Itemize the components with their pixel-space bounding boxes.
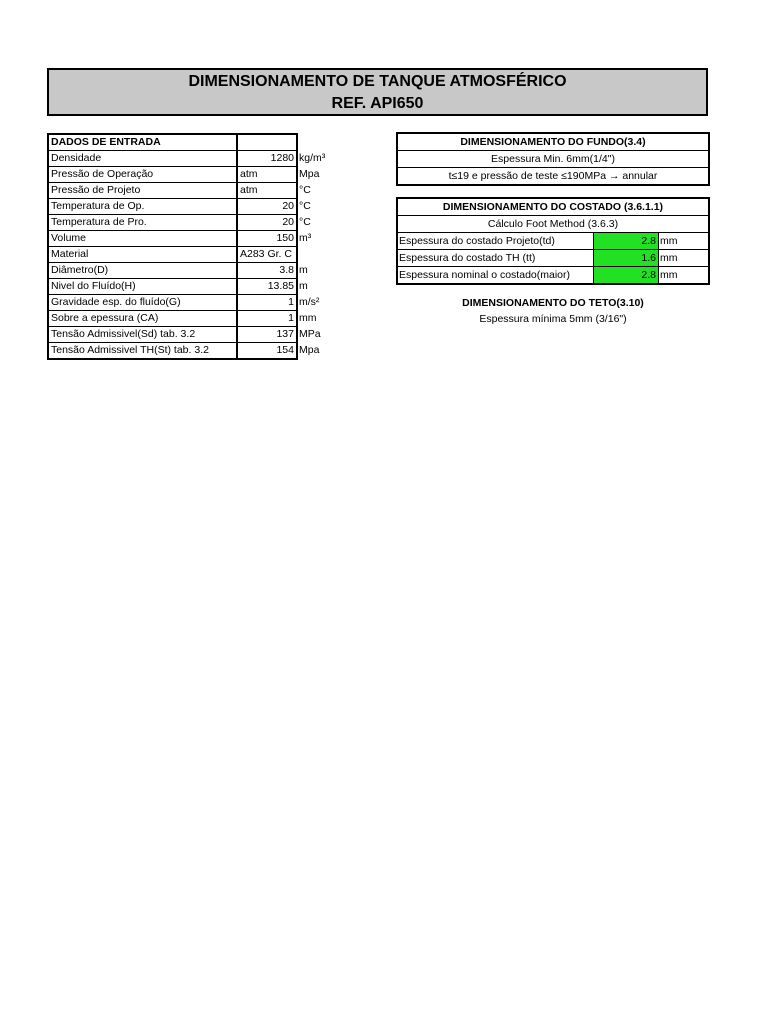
cell[interactable] [237,134,297,151]
row-unit: mm [660,269,678,281]
table-row [48,134,342,151]
teto-min-thickness: Espessura mínima 5mm (3/16") [479,313,627,325]
row-unit: °C [299,216,311,228]
row-unit: Mpa [299,344,320,357]
cell [297,134,342,151]
result-value[interactable]: 1.6 [594,250,659,266]
row-unit: m³ [299,232,312,244]
row-value[interactable]: 1 [237,311,297,327]
row-label: Gravidade esp. do fluído(G) [48,295,237,311]
row-value[interactable]: 20 [237,199,297,215]
row-label: Espessura do costado Projeto(td) [398,233,594,249]
table-row [398,233,708,250]
page-title: DIMENSIONAMENTO DE TANQUE ATMOSFÉRICO [188,73,567,90]
row-value[interactable]: 154 [237,343,297,360]
row-label: Tensão Admissivel TH(St) tab. 3.2 [48,343,237,360]
row-label: Nivel do Fluído(H) [48,279,237,295]
row-label: Espessura nominal o costado(maior) [398,267,594,283]
row-value[interactable]: 20 [237,215,297,231]
row-label: Temperatura de Pro. [48,215,237,231]
row-label: Densidade [48,151,237,167]
title-banner [47,68,708,116]
row-label: Material [48,247,237,263]
table-row [48,295,342,311]
row-unit: mm [660,252,678,264]
table-row [48,167,342,183]
table-row [48,263,342,279]
row-unit: m [299,264,308,276]
teto-heading: DIMENSIONAMENTO DO TETO(3.10) [462,297,644,309]
row-value[interactable]: 1 [237,295,297,311]
table-row [48,343,342,360]
input-table-heading: DADOS DE ENTRADA [48,134,237,151]
row-value[interactable]: atm [237,183,297,199]
row-unit: Mpa [299,168,320,180]
table-row [48,151,342,167]
table-row [398,250,708,267]
table-row [48,231,342,247]
row-value[interactable]: A283 Gr. C [237,247,297,263]
table-row [48,327,342,343]
row-unit: mm [660,235,678,247]
table-row [48,279,342,295]
row-label: Espessura do costado TH (tt) [398,250,594,266]
row-value[interactable]: 1280 [237,151,297,167]
result-value[interactable]: 2.8 [594,267,659,283]
row-label: Sobre a epessura (CA) [48,311,237,327]
page-subtitle: REF. API650 [331,95,424,112]
fundo-heading: DIMENSIONAMENTO DO FUNDO(3.4) [398,134,708,151]
row-unit: kg/m³ [299,152,326,164]
row-label: Pressão de Projeto [48,183,237,199]
row-unit: mm [299,312,317,324]
row-label: Pressão de Operação [48,167,237,183]
table-row [398,267,708,283]
row-label: Temperatura de Op. [48,199,237,215]
row-unit: °C [299,200,311,212]
costado-section [396,197,710,285]
teto-section [396,295,710,327]
fundo-section [396,132,710,186]
row-unit: m/s² [299,296,320,308]
row-unit [297,247,342,263]
row-value[interactable]: 3.8 [237,263,297,279]
table-row [48,183,342,199]
table-row [48,311,342,327]
row-value[interactable]: 137 [237,327,297,343]
row-unit: m [299,280,308,292]
input-data-table [47,133,343,360]
table-row [48,199,342,215]
row-label: Volume [48,231,237,247]
row-value[interactable]: atm [237,167,297,183]
table-row [48,247,342,263]
table-row [48,215,342,231]
row-value[interactable]: 150 [237,231,297,247]
row-label: Diâmetro(D) [48,263,237,279]
result-value[interactable]: 2.8 [594,233,659,249]
row-unit: °C [299,184,311,196]
fundo-annular-note: t≤19 e pressão de teste ≤190MPa → annular [448,170,658,182]
costado-method: Cálculo Foot Method (3.6.3) [398,216,708,233]
row-value[interactable]: 13.85 [237,279,297,295]
row-unit: MPa [299,328,321,340]
fundo-min-thickness: Espessura Min. 6mm(1/4") [398,151,708,168]
row-label: Tensão Admissivel(Sd) tab. 3.2 [48,327,237,343]
costado-heading: DIMENSIONAMENTO DO COSTADO (3.6.1.1) [398,199,708,216]
